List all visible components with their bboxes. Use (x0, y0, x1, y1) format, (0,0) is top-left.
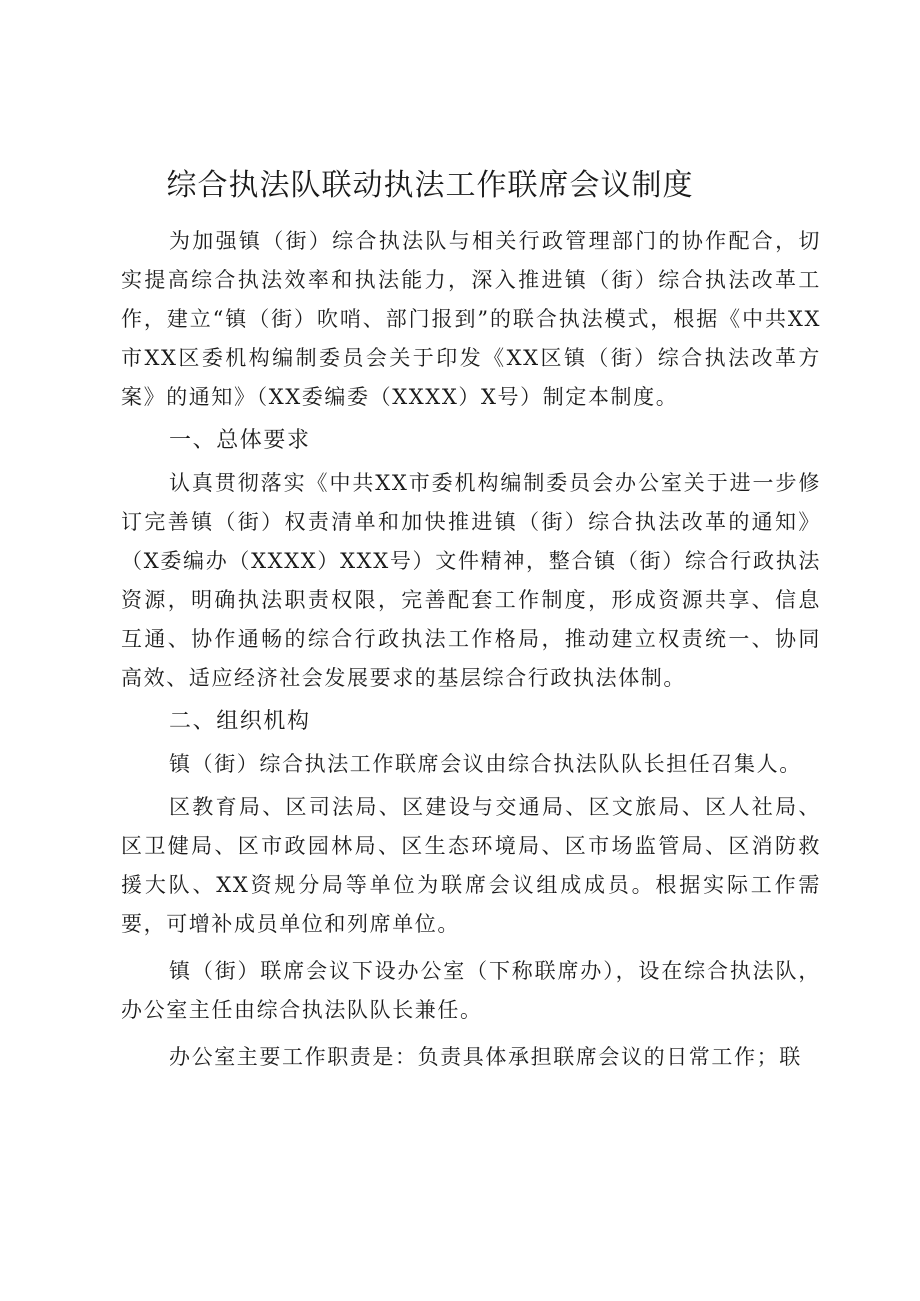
section-heading-organization: 二、组织机构 (169, 709, 311, 734)
intro-paragraph: 为加强镇（街）综合执法队与相关行政管理部门的协作配合，切实提高综合执法效率和执法能力，深入推进镇（街）综合执法改革工作，建立“镇（街）吹哨、部门报到”的联合执法模式，根据《中共XX市XX区委机构编制委员会关于印发《XX区镇（街）综合执法改革方案》的通知》（XX委编委（XXXX）X号）制定本制度。 (121, 229, 821, 409)
organization-paragraph-duties: 办公室主要工作职责是：负责具体承担联席会议的日常工作；联 (169, 1045, 802, 1069)
section-heading-general-requirements: 一、总体要求 (169, 428, 311, 453)
organization-paragraph-office: 镇（街）联席会议下设办公室（下称联席办），设在综合执法队，办公室主任由综合执法队队长兼任。 (121, 959, 821, 1022)
document-body (121, 222, 821, 1077)
organization-paragraph-convener: 镇（街）综合执法工作联席会议由综合执法队队长担任召集人。 (169, 752, 802, 776)
document-title: 综合执法队联动执法工作联席会议制度 (166, 168, 694, 203)
general-requirements-paragraph: 认真贯彻落实《中共XX市委机构编制委员会办公室关于进一步修订完善镇（街）权责清单和加快推进镇（街）综合执法改革的通知》（X委编办（XXXX）XXX号）文件精神，整合镇（街）综合行政执法资源，明确执法职责权限，完善配套工作制度，形成资源共享、信息互通、协作通畅的综合行政执法工作格局，推动建立权责统一、协同高效、适应经济社会发展要求的基层综合行政执法体制。 (121, 471, 821, 690)
organization-paragraph-members: 区教育局、区司法局、区建设与交通局、区文旅局、区人社局、区卫健局、区市政园林局、区生态环境局、区市场监管局、区消防救援大队、XX资规分局等单位为联席会议组成成员。根据实际工作需要，可增补成员单位和列席单位。 (121, 795, 821, 936)
